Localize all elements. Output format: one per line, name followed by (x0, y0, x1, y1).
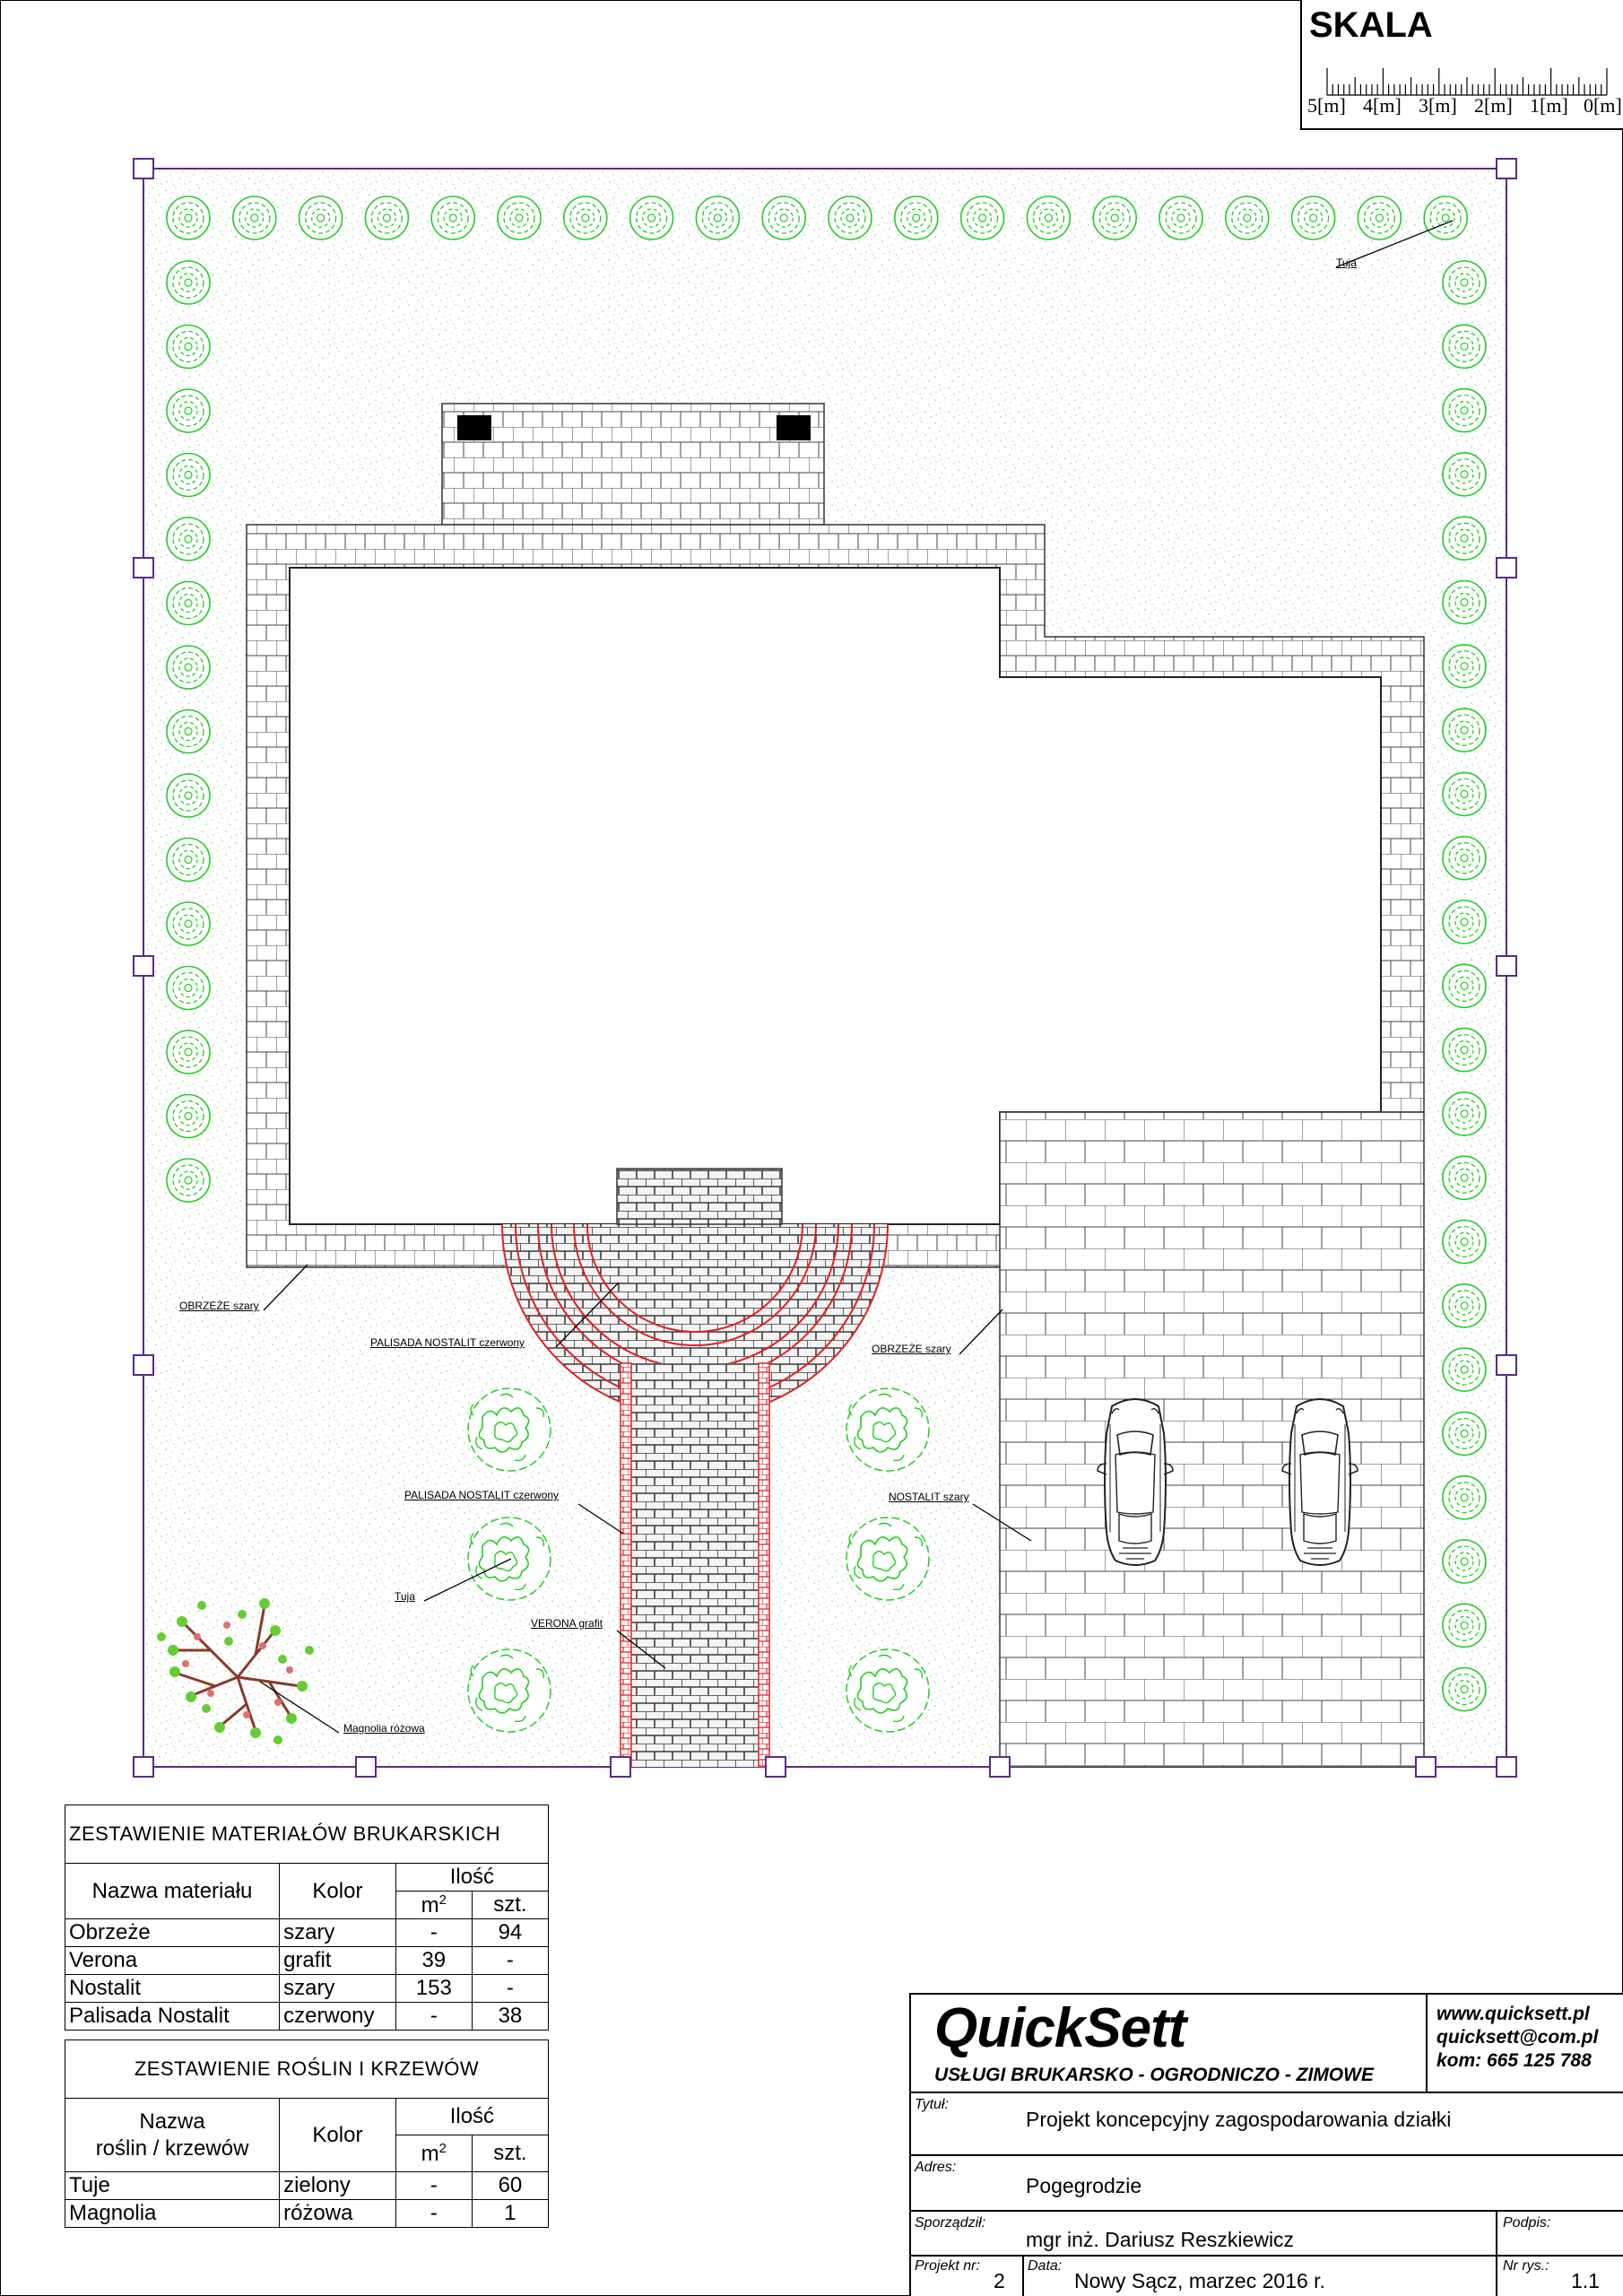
thuja-hedge-plant (1443, 389, 1486, 432)
thuja-shrub (846, 1649, 929, 1732)
thuja-hedge-plant (1093, 196, 1136, 239)
company-services: USŁUGI BRUKARSKO - OGRODNICZO - ZIMOWE (934, 2065, 1374, 2085)
scale-label-5m: 5[m] (1307, 94, 1346, 117)
thuja-hedge-plant (167, 326, 210, 369)
thuja-hedge-plant (167, 902, 210, 945)
date-label: Data: (1028, 2258, 1063, 2274)
thuja-hedge-plant (1443, 1412, 1486, 1455)
signature-label: Podpis: (1503, 2215, 1551, 2231)
table-row: Tuje zielony - 60 (65, 2172, 549, 2200)
label-obrzeze-left: OBRZEŻE szary (179, 1300, 259, 1312)
boundary-marker (1497, 1355, 1516, 1375)
title-value: Projekt koncepcyjny zagospodarowania działki (1026, 2108, 1452, 2131)
label-palisada-path: PALISADA NOSTALIT czerwony (404, 1489, 560, 1501)
thuja-hedge-plant (167, 454, 210, 497)
thuja-hedge-plant (564, 196, 607, 239)
col-plant-color: Kolor (280, 2099, 396, 2172)
boundary-marker (1497, 956, 1516, 976)
thuja-hedge-plant (762, 196, 805, 239)
thuja-hedge-plant (1443, 1668, 1486, 1711)
thuja-hedge-plant (1424, 196, 1467, 239)
boundary-marker (134, 1355, 153, 1375)
driveway-paving (1000, 1112, 1424, 1767)
entrance-path (621, 1363, 769, 1767)
thuja-hedge-plant (1443, 1029, 1486, 1072)
table-row: Obrzeże szary - 94 (65, 1919, 549, 1947)
thuja-hedge-plant (167, 389, 210, 432)
thuja-hedge-plant (895, 196, 938, 239)
title-label: Tytuł: (915, 2097, 949, 2112)
scale-ruler (1311, 63, 1616, 99)
thuja-hedge-plant (696, 196, 739, 239)
boundary-marker (134, 1757, 153, 1777)
boundary-marker (134, 159, 153, 178)
address-value: Pogegrodzie (1026, 2174, 1142, 2197)
thuja-hedge-plant (167, 582, 210, 625)
thuja-hedge-plant (167, 646, 210, 689)
boundary-marker (134, 558, 153, 578)
thuja-hedge-plant (233, 196, 276, 239)
plants-table (65, 2039, 549, 2228)
thuja-hedge-plant (1443, 325, 1486, 368)
table-row: Verona grafit 39 - (65, 1947, 549, 1975)
thuja-shrub (468, 1649, 551, 1732)
thuja-hedge-plant (1443, 1348, 1486, 1391)
car-1 (1098, 1399, 1173, 1565)
thuja-hedge-plant (299, 196, 343, 239)
company-phone: kom: 665 125 788 (1436, 2050, 1592, 2071)
thuja-hedge-plant (1443, 964, 1486, 1007)
scale-title: SKALA (1309, 5, 1433, 45)
label-verona: VERONA grafit (531, 1617, 603, 1630)
thuja-hedge-plant (1226, 196, 1269, 239)
materials-table-title: ZESTAWIENIE MATERIAŁÓW BRUKARSKICH (65, 1805, 549, 1864)
author-label: Sporządził: (915, 2215, 986, 2231)
boundary-marker (356, 1757, 376, 1777)
materials-table (65, 1805, 549, 2031)
thuja-hedge-plant (1443, 1540, 1486, 1583)
thuja-shrub (846, 1518, 929, 1600)
thuja-hedge-plant (630, 196, 673, 239)
thuja-hedge-plant (167, 1095, 210, 1138)
thuja-hedge-plant (1443, 837, 1486, 880)
drawing-label: Nr rys.: (1503, 2258, 1549, 2274)
label-obrzeze-right: OBRZEŻE szary (872, 1343, 951, 1355)
thuja-hedge-plant (167, 517, 210, 561)
company-email: quicksett@com.pl (1436, 2027, 1599, 2048)
boundary-marker (1416, 1757, 1436, 1777)
thuja-hedge-plant (498, 196, 541, 239)
thuja-hedge-plant (1443, 772, 1486, 815)
boundary-marker (1497, 159, 1516, 178)
company-name: QuickSett (934, 1997, 1186, 2059)
thuja-shrub (468, 1518, 551, 1600)
drawing-value: 1.1 (1571, 2269, 1600, 2292)
author-value: mgr inż. Dariusz Reszkiewicz (1026, 2228, 1295, 2251)
col-plant-szt: szt. (472, 2135, 548, 2172)
boundary-marker (611, 1757, 630, 1777)
thuja-hedge-plant (1443, 1604, 1486, 1647)
scale-label-2m: 2[m] (1474, 94, 1513, 117)
col-plant-qty: Ilość (395, 2099, 548, 2135)
thuja-hedge-plant (1443, 453, 1486, 496)
plants-table-title: ZESTAWIENIE ROŚLIN I KRZEWÓW (65, 2040, 549, 2099)
thuja-hedge-plant (1443, 645, 1486, 688)
boundary-marker (134, 956, 153, 976)
address-label: Adres: (915, 2160, 957, 2175)
label-tuja-top: Tuja (1336, 257, 1357, 269)
thuja-hedge-plant (829, 196, 872, 239)
company-website: www.quicksett.pl (1436, 2004, 1590, 2024)
project-value: 2 (994, 2269, 1005, 2292)
col-plant-name: Nazwa roślin / krzewów (65, 2099, 280, 2172)
thuja-hedge-plant (961, 196, 1004, 239)
thuja-hedge-plant (1443, 1284, 1486, 1327)
col-material-name: Nazwa materiału (65, 1864, 280, 1919)
thuja-hedge-plant (1443, 709, 1486, 752)
boundary-marker (990, 1757, 1010, 1777)
thuja-hedge-plant (167, 710, 210, 753)
scale-label-3m: 3[m] (1419, 94, 1457, 117)
thuja-hedge-plant (431, 196, 474, 239)
scale-box (1300, 0, 1623, 130)
thuja-hedge-plant (1027, 196, 1070, 239)
title-block (909, 1993, 1623, 2296)
boundary-marker (1497, 1757, 1516, 1777)
scale-label-1m: 1[m] (1530, 94, 1568, 117)
col-material-szt: szt. (472, 1892, 548, 1919)
car-2 (1282, 1399, 1358, 1565)
thuja-hedge-plant (167, 774, 210, 817)
thuja-hedge-plant (167, 261, 210, 304)
label-nostalit: NOSTALIT szary (889, 1491, 969, 1503)
thuja-hedge-plant (1443, 1476, 1486, 1519)
label-magnolia: Magnolia różowa (343, 1722, 425, 1735)
col-material-qty: Ilość (395, 1864, 548, 1892)
table-row: Magnolia różowa - 1 (65, 2200, 549, 2228)
label-palisada-arc: PALISADA NOSTALIT czerwony (370, 1336, 525, 1349)
col-plant-m2: $m^2$ (395, 2135, 472, 2172)
thuja-hedge-plant (167, 1031, 210, 1074)
boundary-marker (1497, 558, 1516, 578)
thuja-hedge-plant (1443, 1092, 1486, 1135)
label-tuja-bottom: Tuja (395, 1590, 415, 1603)
thuja-hedge-plant (1159, 196, 1202, 239)
thuja-hedge-plant (1443, 261, 1486, 304)
thuja-hedge-plant (365, 196, 408, 239)
thuja-shrub (846, 1388, 929, 1471)
scale-label-4m: 4[m] (1363, 94, 1402, 117)
col-material-m2: $m^2$ (395, 1892, 472, 1919)
thuja-hedge-plant (167, 1159, 210, 1202)
thuja-hedge-plant (1443, 1221, 1486, 1264)
thuja-hedge-plant (1292, 196, 1335, 239)
thuja-hedge-plant (1358, 196, 1401, 239)
boundary-marker (766, 1757, 785, 1777)
col-material-color: Kolor (280, 1864, 396, 1919)
scale-label-0m: 0[m] (1584, 94, 1622, 117)
table-row: Palisada Nostalit czerwony - 38 (65, 2003, 549, 2031)
thuja-hedge-plant (1443, 1156, 1486, 1199)
thuja-shrub (468, 1388, 551, 1471)
project-label: Projekt nr: (915, 2258, 980, 2274)
thuja-hedge-plant (167, 839, 210, 882)
thuja-hedge-plant (167, 196, 210, 239)
date-value: Nowy Sącz, marzec 2016 r. (1074, 2269, 1325, 2292)
table-row: Nostalit szary 153 - (65, 1975, 549, 2003)
thuja-hedge-plant (167, 967, 210, 1010)
thuja-hedge-plant (1443, 900, 1486, 944)
thuja-hedge-plant (1443, 581, 1486, 624)
thuja-hedge-plant (1443, 517, 1486, 560)
